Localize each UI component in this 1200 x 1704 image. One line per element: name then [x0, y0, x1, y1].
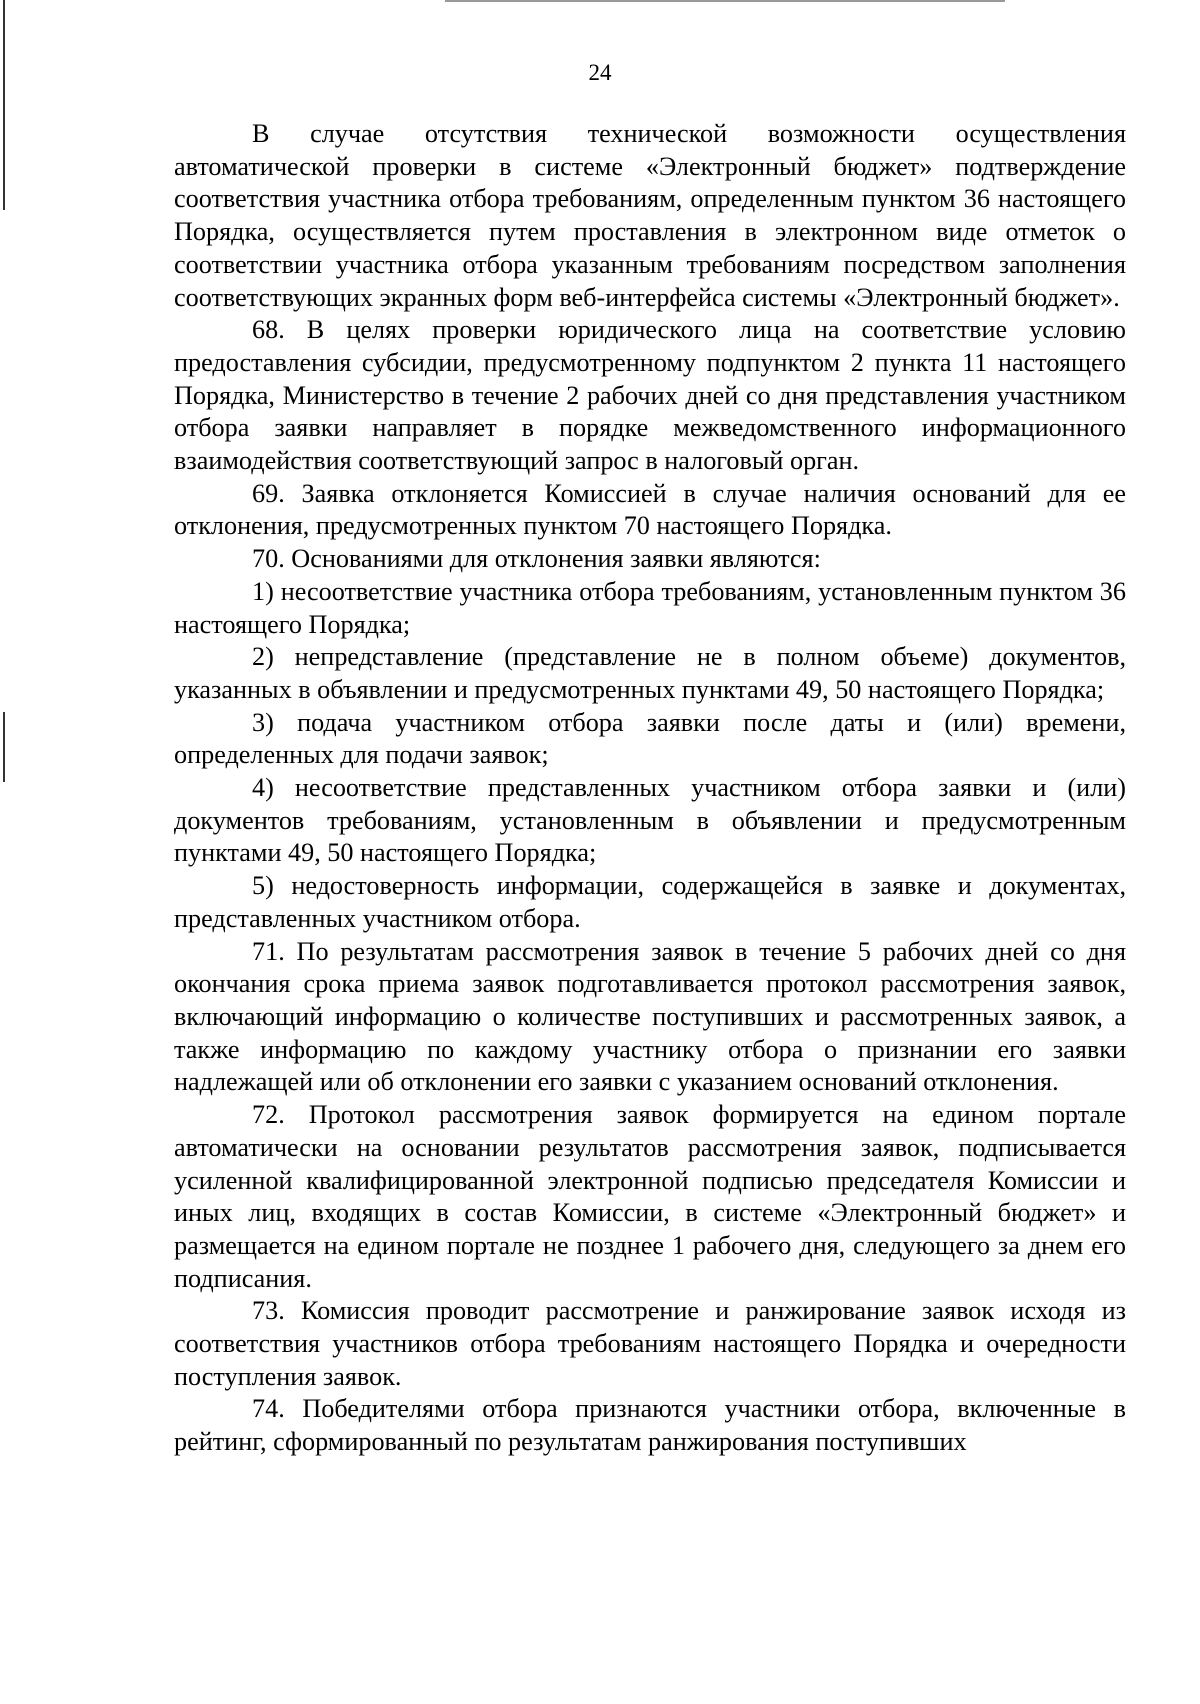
paragraph-70-item-1: 1) несоответствие участника отбора требованиям, установленным пунктом 36 настоящего Порядка; [174, 576, 1126, 639]
paragraph-71: 71. По результатам рассмотрения заявок в течение 5 рабочих дней со дня окончания срока приема заявок подготавливается протокол рассмотрения заявок, включающий информацию о количестве поступивших и рассмотренных заявок, а также информацию по каждому участнику отбора о признании его заявки надлежащей или об отклонении его заявки с указанием оснований отклонения. [174, 936, 1126, 1097]
scan-edge-left [3, 0, 5, 210]
scan-edge-top [445, 0, 1005, 2]
paragraph-70-item-5: 5) недостоверность информации, содержащейся в заявке и документах, представленных участником отбора. [174, 871, 1126, 933]
paragraph-electronic-budget-check: В случае отсутствия технической возможности осуществления автоматической проверки в системе «Электронный бюджет» подтверждение соответствия участника отбора требованиям, определенным пунктом 36 настоящего Порядка, осуществляется путем проставления в электронном виде отметок о соответствии участника отбора указанным требованиям посредством заполнения соответствующих экранных форм веб-интерфейса системы «Электронный бюджет». [174, 119, 1126, 312]
paragraph-70-item-2: 2) непредставление (представление не в полном объеме) документов, указанных в объявлении и предусмотренных пунктами 49, 50 настоящего Порядка; [174, 642, 1126, 704]
paragraph-70: 70. Основаниями для отклонения заявки являются: [252, 544, 821, 574]
paragraph-73: 73. Комиссия проводит рассмотрение и ранжирование заявок исходя из соответствия участников отбора требованиям настоящего Порядка и очередности поступления заявок. [174, 1296, 1126, 1391]
scan-edge-left [3, 712, 5, 782]
page-number: 24 [588, 60, 612, 85]
paragraph-68: 68. В целях проверки юридического лица на соответствие условию предоставления субсидии, предусмотренному подпунктом 2 пункта 11 настоящего Порядка, Министерство в течение 2 рабочих дней со дня представления участником отбора заявки направляет в порядке межведомственного информационного взаимодействия соответствующий запрос в налоговый орган. [174, 315, 1126, 476]
document-body [174, 118, 1126, 1459]
paragraph-74: 74. Победителями отбора признаются участники отбора, включенные в рейтинг, сформированный по результатам ранжирования поступивших [174, 1394, 1126, 1457]
paragraph-69: 69. Заявка отклоняется Комиссией в случае наличия оснований для ее отклонения, предусмотренных пунктом 70 настоящего Порядка. [174, 478, 1126, 541]
paragraph-70-item-4: 4) несоответствие представленных участником отбора заявки и (или) документов требованиям, установленным в объявлении и предусмотренным пунктами 49, 50 настоящего Порядка; [174, 773, 1126, 868]
paragraph-70-item-3: 3) подача участником отбора заявки после даты и (или) времени, определенных для подачи заявок; [174, 707, 1126, 770]
paragraph-72: 72. Протокол рассмотрения заявок формируется на едином портале автоматически на основании результатов рассмотрения заявок, подписывается усиленной квалифицированной электронной подписью председателя Комиссии и иных лиц, входящих в состав Комиссии, в системе «Электронный бюджет» и размещается на едином портале не позднее 1 рабочего дня, следующего за днем его подписания. [174, 1100, 1126, 1293]
